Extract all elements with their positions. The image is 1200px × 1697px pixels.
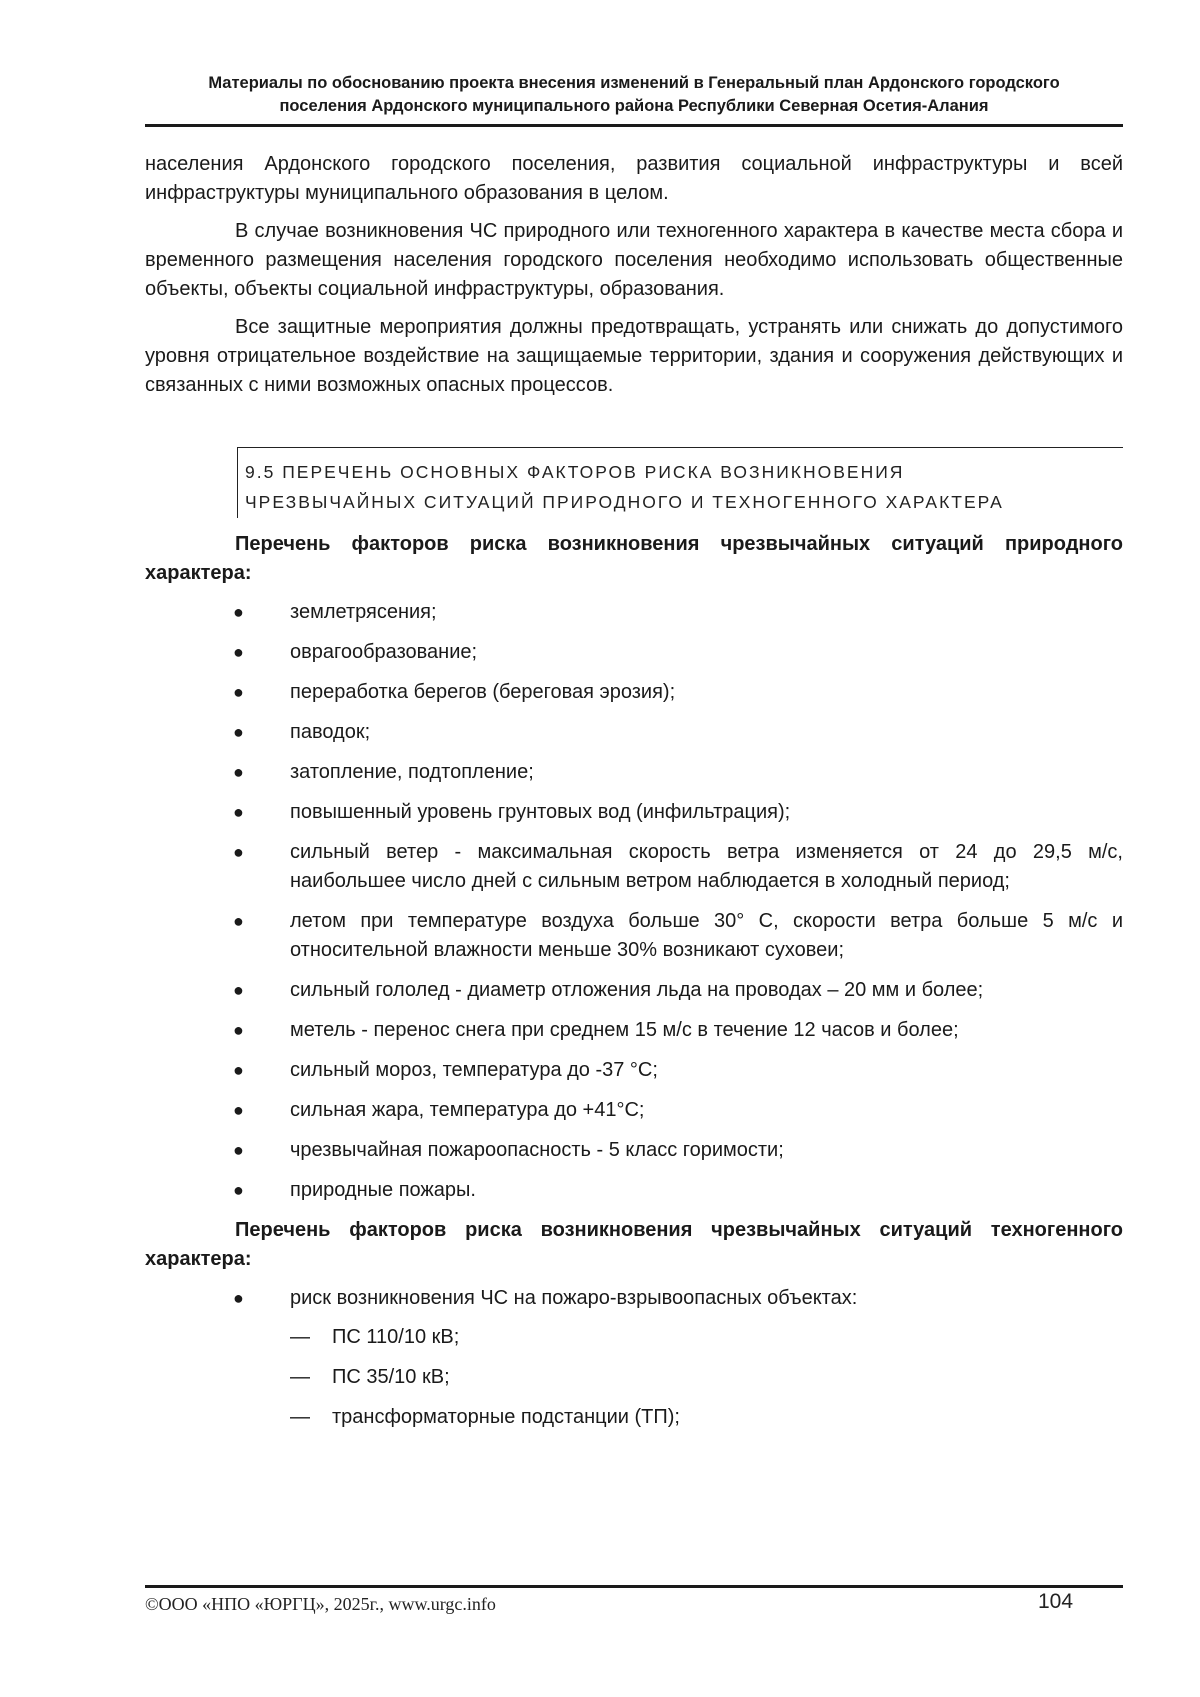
- sublist-item-text: ПС 110/10 кВ;: [332, 1326, 460, 1348]
- list-item-text: оврагообразование;: [290, 641, 478, 663]
- list-item-text: метель - перенос снега при среднем 15 м/с в течение 12 часов и более;: [290, 1019, 959, 1041]
- bullet-icon: ●: [233, 642, 244, 662]
- footer-rule: [145, 1585, 1123, 1588]
- technogenic-risks-title: Перечень факторов риска возникновения чрезвычайных ситуаций техногенного характера:: [145, 1219, 1123, 1270]
- sublist-item: [290, 1323, 1123, 1352]
- bullet-icon: ●: [233, 1100, 244, 1120]
- header-line-1: Материалы по обоснованию проекта внесения изменений в Генеральный план Ардонского городского: [208, 74, 1060, 92]
- list-item-text: паводок;: [290, 721, 371, 743]
- dash-icon: —: [290, 1406, 310, 1428]
- list-item-text: сильный гололед - диаметр отложения льда на проводах – 20 мм и более;: [290, 979, 984, 1001]
- document-body: [145, 150, 1123, 1443]
- bullet-icon: ●: [233, 980, 244, 1000]
- header-rule: [145, 124, 1123, 127]
- technogenic-risks-list: [145, 1284, 1123, 1432]
- page-number: 104: [1038, 1590, 1074, 1613]
- paragraph: Все защитные мероприятия должны предотвращать, устранять или снижать до допустимого уровня отрицательное воздействие на защищаемые территории, здания и сооружения действующих и связанных с ними возможных опасных процессов.: [145, 316, 1123, 396]
- list-item-text: риск возникновения ЧС на пожаро-взрывоопасных объектах:: [290, 1287, 858, 1309]
- list-item-text: переработка берегов (береговая эрозия);: [290, 681, 676, 703]
- list-item: [145, 1096, 1123, 1125]
- list-item-text: затопление, подтопление;: [290, 761, 534, 783]
- sublist-item-text: ПС 35/10 кВ;: [332, 1366, 450, 1388]
- list-item: [145, 758, 1123, 787]
- list-item-text: природные пожары.: [290, 1179, 476, 1201]
- list-item: [145, 718, 1123, 747]
- dash-icon: —: [290, 1326, 310, 1348]
- list-item-text: землетрясения;: [290, 601, 437, 623]
- list-item: [145, 907, 1123, 965]
- list-item: [145, 1176, 1123, 1205]
- list-item: [145, 1016, 1123, 1045]
- section-heading: [237, 447, 1123, 518]
- natural-risks-list: [145, 598, 1123, 1205]
- sublist-item-text: трансформаторные подстанции (ТП);: [332, 1406, 680, 1428]
- bullet-icon: ●: [233, 1288, 244, 1308]
- sublist-item: [290, 1403, 1123, 1432]
- bullet-icon: ●: [233, 842, 244, 862]
- bullet-icon: ●: [233, 1180, 244, 1200]
- section-heading-line-2: ЧРЕЗВЫЧАЙНЫХ СИТУАЦИЙ ПРИРОДНОГО И ТЕХНОГЕННОГО ХАРАКТЕРА: [245, 492, 1004, 512]
- page-header: [145, 72, 1123, 118]
- bullet-icon: ●: [233, 1140, 244, 1160]
- list-item: [145, 1284, 1123, 1432]
- bullet-icon: ●: [233, 682, 244, 702]
- list-item: [145, 838, 1123, 896]
- list-item: [145, 1056, 1123, 1085]
- list-item-text: повышенный уровень грунтовых вод (инфильтрация);: [290, 801, 791, 823]
- list-item: [145, 598, 1123, 627]
- paragraph: населения Ардонского городского поселения, развития социальной инфраструктуры и всей инфраструктуры муниципального образования в целом.: [145, 153, 1123, 204]
- bullet-icon: ●: [233, 911, 244, 931]
- list-item: [145, 1136, 1123, 1165]
- header-line-2: поселения Ардонского муниципального района Республики Северная Осетия-Алания: [279, 97, 989, 115]
- list-item: [145, 798, 1123, 827]
- sublist-item: [290, 1363, 1123, 1392]
- bullet-icon: ●: [233, 1020, 244, 1040]
- dash-icon: —: [290, 1366, 310, 1388]
- list-item-text: чрезвычайная пожароопасность - 5 класс горимости;: [290, 1139, 784, 1161]
- footer-copyright: ©ООО «НПО «ЮРГЦ», 2025г., www.urgc.info: [145, 1594, 496, 1614]
- list-item-text: сильный ветер - максимальная скорость ветра изменяется от 24 до 29,5 м/с, наибольшее число дней с сильным ветром наблюдается в холодный период;: [290, 841, 1123, 892]
- bullet-icon: ●: [233, 802, 244, 822]
- bullet-icon: ●: [233, 1060, 244, 1080]
- paragraph: В случае возникновения ЧС природного или техногенного характера в качестве места сбора и временного размещения населения городского поселения необходимо использовать общественные объекты, объекты социальной инфраструктуры, образования.: [145, 220, 1123, 300]
- bullet-icon: ●: [233, 722, 244, 742]
- list-item: [145, 976, 1123, 1005]
- list-item-text: летом при температуре воздуха больше 30° С, скорости ветра больше 5 м/с и относительной влажности меньше 30% возникают суховеи;: [290, 910, 1123, 961]
- bullet-icon: ●: [233, 762, 244, 782]
- section-heading-line-1: 9.5 ПЕРЕЧЕНЬ ОСНОВНЫХ ФАКТОРОВ РИСКА ВОЗНИКНОВЕНИЯ: [245, 462, 905, 482]
- bullet-icon: ●: [233, 602, 244, 622]
- list-item: [145, 638, 1123, 667]
- list-item-text: сильный мороз, температура до -37 °С;: [290, 1059, 658, 1081]
- facility-sublist: [290, 1323, 1123, 1432]
- list-item-text: сильная жара, температура до +41°С;: [290, 1099, 645, 1121]
- natural-risks-title: Перечень факторов риска возникновения чрезвычайных ситуаций природного характера:: [145, 533, 1123, 584]
- list-item: [145, 678, 1123, 707]
